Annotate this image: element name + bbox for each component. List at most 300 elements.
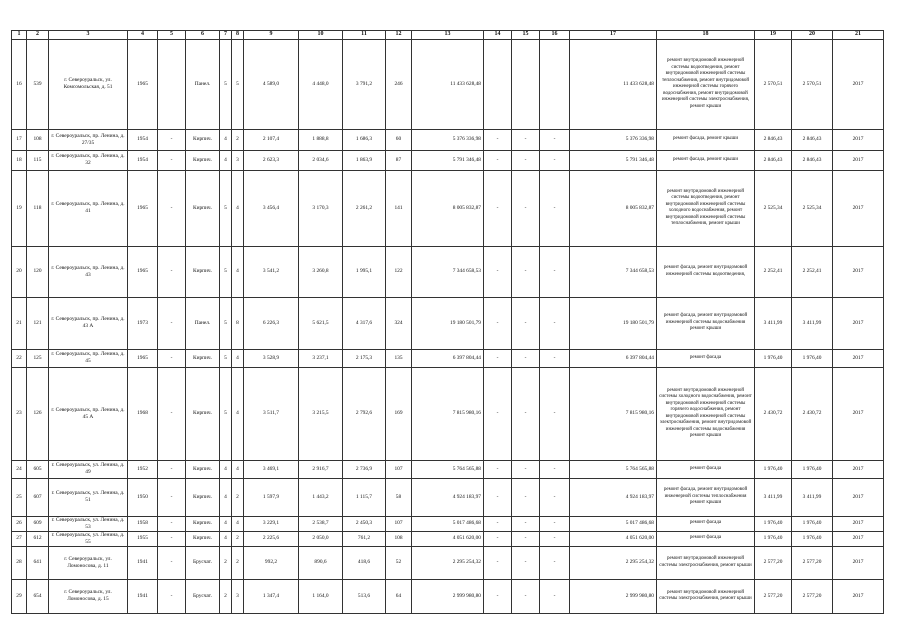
table-cell: 3 528,9 [244, 349, 299, 367]
table-cell: - [158, 516, 186, 531]
table-cell: 2017 [833, 129, 884, 150]
table-cell: г. Североуральск, ул. Ленина, д. 55 [49, 531, 128, 546]
table-cell: ремонт фасада [657, 516, 755, 531]
table-cell: 23 [12, 367, 27, 460]
table-cell: г. Североуральск, пр. Ленина, д. 43 [49, 246, 128, 297]
table-cell: 2 175,3 [343, 349, 386, 367]
table-cell: 2 107,4 [244, 129, 299, 150]
table-cell: ремонт фасада [657, 531, 755, 546]
table-cell: 19 [12, 170, 27, 246]
table-cell: 2 225,6 [244, 531, 299, 546]
table-cell: 4 924 183,97 [570, 478, 657, 516]
table-cell: 2 999 980,80 [570, 579, 657, 613]
table-cell: 22 [12, 349, 27, 367]
table-cell: г. Североуральск, пр. Ленина, д. 45 [49, 349, 128, 367]
table-cell: 5 376 336,98 [412, 129, 484, 150]
table-cell: г. Североуральск, ул. Ленина, д. 49 [49, 460, 128, 478]
column-number-header: 20 [792, 31, 833, 40]
table-cell: 4 [220, 531, 232, 546]
table-cell: 3 170,3 [299, 170, 343, 246]
table-cell: 2 577,20 [792, 579, 833, 613]
column-number-header: 21 [833, 31, 884, 40]
table-cell: 7 815 980,16 [412, 367, 484, 460]
table-cell: 3 411,99 [755, 297, 792, 349]
table-cell: - [540, 349, 570, 367]
table-cell: - [484, 349, 512, 367]
table-cell: 641 [27, 546, 49, 579]
table-cell: 3 411,99 [792, 297, 833, 349]
table-cell: 169 [386, 367, 412, 460]
table-cell: Кирпич. [186, 367, 220, 460]
table-cell: Брусчат. [186, 546, 220, 579]
column-number-header: 2 [27, 31, 49, 40]
table-cell: ремонт внутридомовой инженерной системы электроснабжения, ремонт крыши [657, 579, 755, 613]
table-cell: 1954 [128, 129, 158, 150]
table-cell: 4 [232, 246, 244, 297]
table-row [12, 478, 884, 516]
table-cell: 2 792,6 [343, 367, 386, 460]
table-cell: 1 863,9 [343, 150, 386, 170]
column-number-header: 5 [158, 31, 186, 40]
table-row [12, 246, 884, 297]
table-cell: 2 430,72 [792, 367, 833, 460]
table-cell: 5 791 346,48 [412, 150, 484, 170]
table-cell: 2017 [833, 546, 884, 579]
table-cell: ремонт фасада, ремонт внутридомовой инженерной системы теплоснабжения ремонт крыши [657, 478, 755, 516]
table-cell: - [540, 579, 570, 613]
table-cell: 2 570,51 [755, 39, 792, 129]
table-cell: 539 [27, 39, 49, 129]
table-cell: - [512, 516, 540, 531]
table-cell: 2017 [833, 478, 884, 516]
table-row [12, 170, 884, 246]
table-cell: 1 995,1 [343, 246, 386, 297]
table-row [12, 129, 884, 150]
table-cell: - [540, 546, 570, 579]
table-cell: 2 846,43 [792, 150, 833, 170]
table-cell: ремонт фасада, ремонт внутридомовой инженерной системы водоотведения, [657, 246, 755, 297]
table-cell: г. Североуральск, ул. Ленина, д. 53 [49, 516, 128, 531]
table-cell: 4 [232, 460, 244, 478]
table-cell: 26 [12, 516, 27, 531]
table-cell: 2 [232, 546, 244, 579]
table-cell: Кирпич. [186, 170, 220, 246]
column-number-header-row [12, 31, 884, 40]
table-cell: 1 115,7 [343, 478, 386, 516]
table-cell: - [512, 170, 540, 246]
column-number-header: 18 [657, 31, 755, 40]
table-cell: 8 [232, 297, 244, 349]
column-number-header: 14 [484, 31, 512, 40]
table-cell: 2 [220, 546, 232, 579]
table-cell: 2017 [833, 349, 884, 367]
table-cell: 27 [12, 531, 27, 546]
table-cell: 605 [27, 460, 49, 478]
table-cell: - [484, 460, 512, 478]
table-cell: 52 [386, 546, 412, 579]
table-cell: 16 [12, 39, 27, 129]
table-cell: - [512, 150, 540, 170]
table-cell: - [540, 170, 570, 246]
column-number-header: 9 [244, 31, 299, 40]
table-cell: г. Североуральск, пр. Ленина, д. 27/35 [49, 129, 128, 150]
table-cell: - [540, 150, 570, 170]
table-cell: 246 [386, 39, 412, 129]
table-cell: 1965 [128, 170, 158, 246]
column-number-header: 16 [540, 31, 570, 40]
table-cell: - [484, 170, 512, 246]
table-cell [158, 39, 186, 129]
table-cell: 1 976,40 [755, 460, 792, 478]
table-cell: 120 [27, 246, 49, 297]
table-cell: г. Североуральск, пр. Ленина, д. 32 [49, 150, 128, 170]
table-cell: Кирпич. [186, 129, 220, 150]
table-cell: 1 888,8 [299, 129, 343, 150]
table-row [12, 297, 884, 349]
table-cell: 1 976,40 [792, 531, 833, 546]
table-cell: 2017 [833, 246, 884, 297]
table-cell: ремонт внутридомовой инженерной системы холодного водоснабжения, ремонт внутридомовой инженерной системы горячего водоснабжения, ремонт внутридомовой инженерной системы электроснабжения, ремонт внутридомовой инженерной системы водоснабжения ремонт крыши [657, 367, 755, 460]
table-cell: 2 295 254,32 [570, 546, 657, 579]
table-cell: 107 [386, 460, 412, 478]
table-row [12, 531, 884, 546]
table-row [12, 367, 884, 460]
table-cell: ремонт фасада, ремонт крыши [657, 129, 755, 150]
table-cell: - [158, 349, 186, 367]
table-cell: 125 [27, 349, 49, 367]
table-cell: 3 [232, 150, 244, 170]
column-number-header: 15 [512, 31, 540, 40]
table-cell: 17 [12, 129, 27, 150]
table-cell: 2 577,20 [755, 546, 792, 579]
table-row [12, 150, 884, 170]
table-cell: 19 180 501,79 [570, 297, 657, 349]
table-cell: 7 344 658,53 [570, 246, 657, 297]
table-cell: 126 [27, 367, 49, 460]
table-cell: 2 252,41 [755, 246, 792, 297]
table-cell: 2017 [833, 150, 884, 170]
table-cell: - [484, 367, 512, 460]
table-cell: 2017 [833, 367, 884, 460]
table-cell: 4 051 620,00 [412, 531, 484, 546]
table-cell: ремонт внутридомовой инженерной системы водоотведения, ремонт внутридомовой инженерной системы холодного водоснабжения, ремонт внутридомовой инженерной системы теплоснабжения, ремонт крыши [657, 170, 755, 246]
table-cell: 1954 [128, 150, 158, 170]
table-cell: 4 [232, 516, 244, 531]
table-cell: ремонт фасада [657, 349, 755, 367]
table-cell: 115 [27, 150, 49, 170]
table-cell: 2 252,41 [792, 246, 833, 297]
table-cell: 2017 [833, 516, 884, 531]
table-cell: 60 [386, 129, 412, 150]
column-number-header: 1 [12, 31, 27, 40]
table-cell: - [158, 478, 186, 516]
table-cell: 2 999 980,80 [412, 579, 484, 613]
column-number-header: 7 [220, 31, 232, 40]
table-cell: 5 621,5 [299, 297, 343, 349]
table-cell: 24 [12, 460, 27, 478]
table-cell: 1950 [128, 478, 158, 516]
column-number-header: 11 [343, 31, 386, 40]
table-cell: 1 686,3 [343, 129, 386, 150]
register-table-container [11, 30, 883, 614]
table-cell: 2017 [833, 170, 884, 246]
table-cell: 5 764 565,88 [412, 460, 484, 478]
table-cell: 2 916,7 [299, 460, 343, 478]
table-cell: 3 411,99 [755, 478, 792, 516]
column-number-header: 10 [299, 31, 343, 40]
table-cell: 28 [12, 546, 27, 579]
table-cell: 1 976,40 [792, 349, 833, 367]
table-cell: 1 976,40 [792, 460, 833, 478]
table-cell: 3 791,2 [343, 39, 386, 129]
table-cell: 108 [386, 531, 412, 546]
table-cell: 4 [220, 150, 232, 170]
table-cell: 5 791 346,48 [570, 150, 657, 170]
table-cell: 2 [220, 579, 232, 613]
table-cell: - [484, 546, 512, 579]
table-cell: 2 570,51 [792, 39, 833, 129]
table-cell: 3 237,1 [299, 349, 343, 367]
table-cell: - [484, 579, 512, 613]
table-cell: 2 736,9 [343, 460, 386, 478]
table-cell: 2 577,20 [755, 579, 792, 613]
table-cell: 654 [27, 579, 49, 613]
table-cell: - [540, 367, 570, 460]
table-cell: 3 260,8 [299, 246, 343, 297]
column-number-header: 3 [49, 31, 128, 40]
table-cell [484, 39, 512, 129]
table-cell: 2 525,34 [792, 170, 833, 246]
column-number-header: 19 [755, 31, 792, 40]
table-cell: ремонт фасада [657, 460, 755, 478]
table-row [12, 579, 884, 613]
table-cell: Кирпич. [186, 478, 220, 516]
table-cell: 2 577,20 [792, 546, 833, 579]
table-cell: - [158, 297, 186, 349]
table-cell: 2 034,6 [299, 150, 343, 170]
table-cell: - [512, 349, 540, 367]
table-cell: Кирпич. [186, 150, 220, 170]
table-cell: - [484, 516, 512, 531]
table-cell: 607 [27, 478, 49, 516]
table-row [12, 349, 884, 367]
table-cell: 2 538,7 [299, 516, 343, 531]
table-cell: 324 [386, 297, 412, 349]
table-cell: 761,2 [343, 531, 386, 546]
table-cell: 8 005 832,87 [412, 170, 484, 246]
table-cell: 1965 [128, 39, 158, 129]
table-cell: Кирпич. [186, 349, 220, 367]
table-cell: Брусчат. [186, 579, 220, 613]
table-cell: - [512, 546, 540, 579]
table-cell: 4 [220, 129, 232, 150]
table-cell: 890,6 [299, 546, 343, 579]
table-cell: 2 846,43 [755, 150, 792, 170]
table-cell: 4 [220, 460, 232, 478]
table-cell: - [540, 460, 570, 478]
table-cell: 5 376 336,98 [570, 129, 657, 150]
table-cell: 2 525,34 [755, 170, 792, 246]
table-cell: 64 [386, 579, 412, 613]
table-cell: Кирпич. [186, 531, 220, 546]
column-number-header: 17 [570, 31, 657, 40]
table-cell: 29 [12, 579, 27, 613]
table-cell: - [484, 246, 512, 297]
table-cell: - [512, 297, 540, 349]
table-cell: 141 [386, 170, 412, 246]
table-cell: 20 [12, 246, 27, 297]
table-cell: 3 511,7 [244, 367, 299, 460]
table-cell: 5 [220, 39, 232, 129]
table-cell: 118 [27, 170, 49, 246]
table-cell: 1965 [128, 349, 158, 367]
table-cell: 4 [232, 349, 244, 367]
table-cell: 135 [386, 349, 412, 367]
table-cell: - [158, 150, 186, 170]
table-cell: 2017 [833, 39, 884, 129]
table-cell: - [512, 478, 540, 516]
table-cell: - [484, 150, 512, 170]
table-row [12, 516, 884, 531]
table-cell: Кирпич. [186, 516, 220, 531]
table-cell: 2 [232, 129, 244, 150]
table-cell: - [540, 297, 570, 349]
table-cell: г. Североуральск, ул. Ленина, д. 51 [49, 478, 128, 516]
table-cell: - [158, 531, 186, 546]
table-cell: - [512, 460, 540, 478]
table-cell: 5 [220, 297, 232, 349]
table-cell: 2 430,72 [755, 367, 792, 460]
table-cell: 5 [220, 170, 232, 246]
table-cell: 2 050,0 [299, 531, 343, 546]
table-cell: 87 [386, 150, 412, 170]
column-number-header: 13 [412, 31, 484, 40]
table-cell: - [158, 460, 186, 478]
table-cell: 2 450,3 [343, 516, 386, 531]
table-cell: 18 [12, 150, 27, 170]
table-cell: 2 [232, 478, 244, 516]
table-cell: - [158, 170, 186, 246]
table-cell: 1 976,40 [755, 349, 792, 367]
table-row [12, 546, 884, 579]
table-cell: ремонт внутридомовой инженерной системы водоотведения, ремонт внутридомовой инженерной системы теплоснабжения, ремонт внутридомовой инженерной системы горячего водоснабжения, ремонт внутридомовой инженерной системы электроснабжения, ремонт крыши [657, 39, 755, 129]
table-cell: Кирпич. [186, 246, 220, 297]
table-cell: - [484, 531, 512, 546]
table-cell: 513,6 [343, 579, 386, 613]
table-cell: 25 [12, 478, 27, 516]
table-cell: - [540, 129, 570, 150]
table-cell: 4 448,0 [299, 39, 343, 129]
table-cell: 4 [220, 516, 232, 531]
table-cell: - [484, 129, 512, 150]
table-cell: 4 051 620,00 [570, 531, 657, 546]
table-cell: 3 456,4 [244, 170, 299, 246]
table-cell: ремонт фасада, ремонт крыши [657, 150, 755, 170]
table-cell: 8 005 832,87 [570, 170, 657, 246]
table-cell: 4 589,0 [244, 39, 299, 129]
table-cell: 1955 [128, 531, 158, 546]
table-cell: 11 433 628,48 [412, 39, 484, 129]
table-cell: 1 597,9 [244, 478, 299, 516]
table-cell: 418,6 [343, 546, 386, 579]
table-cell: - [512, 129, 540, 150]
table-cell: 1 976,40 [755, 516, 792, 531]
table-cell: - [512, 246, 540, 297]
table-cell: 4 317,6 [343, 297, 386, 349]
table-cell: 5 [220, 349, 232, 367]
table-cell: - [484, 478, 512, 516]
table-cell: 1941 [128, 579, 158, 613]
table-cell: - [512, 531, 540, 546]
table-cell: - [540, 246, 570, 297]
table-cell: 4 [232, 170, 244, 246]
table-cell: 1973 [128, 297, 158, 349]
table-cell: 612 [27, 531, 49, 546]
table-cell: - [540, 478, 570, 516]
table-cell: 1965 [128, 246, 158, 297]
table-cell: ремонт фасада, ремонт внутридомовой инженерной системы водоснабжения ремонт крыши [657, 297, 755, 349]
table-cell: 1952 [128, 460, 158, 478]
table-cell: 1 443,2 [299, 478, 343, 516]
table-cell: - [540, 516, 570, 531]
table-cell: 3 411,99 [792, 478, 833, 516]
table-cell: 1958 [128, 516, 158, 531]
table-row [12, 460, 884, 478]
table-cell: 2 261,2 [343, 170, 386, 246]
table-cell: 992,2 [244, 546, 299, 579]
table-cell: 7 344 658,53 [412, 246, 484, 297]
column-number-header: 4 [128, 31, 158, 40]
table-cell: 5 017 486,68 [412, 516, 484, 531]
table-cell: 2017 [833, 579, 884, 613]
table-cell: 6 226,3 [244, 297, 299, 349]
table-cell: 2017 [833, 460, 884, 478]
table-cell: - [540, 531, 570, 546]
table-cell: 1 976,40 [792, 516, 833, 531]
table-cell: 7 815 980,16 [570, 367, 657, 460]
table-cell: - [484, 297, 512, 349]
column-number-header: 12 [386, 31, 412, 40]
table-cell: 1 976,40 [755, 531, 792, 546]
table-cell: г. Североуральск, ул. Ломоносова, д. 15 [49, 579, 128, 613]
table-cell: 19 180 501,79 [412, 297, 484, 349]
table-cell: 3 229,1 [244, 516, 299, 531]
table-cell: 5 [220, 246, 232, 297]
table-cell: 4 [220, 478, 232, 516]
table-cell: 1 347,4 [244, 579, 299, 613]
table-cell: Панел. [186, 39, 220, 129]
table-cell: 609 [27, 516, 49, 531]
table-cell: 2017 [833, 297, 884, 349]
table-cell: 5 [232, 39, 244, 129]
table-cell: 6 397 804,44 [570, 349, 657, 367]
table-cell: 2017 [833, 531, 884, 546]
table-cell: 2 295 254,32 [412, 546, 484, 579]
table-cell: 2 846,43 [792, 129, 833, 150]
table-cell: 1968 [128, 367, 158, 460]
table-cell [512, 39, 540, 129]
table-row [12, 39, 884, 129]
table-cell: - [158, 367, 186, 460]
table-cell: 3 215,5 [299, 367, 343, 460]
table-cell: 2 846,43 [755, 129, 792, 150]
table-cell: 5 017 486,68 [570, 516, 657, 531]
table-cell [540, 39, 570, 129]
table-cell: 4 924 183,97 [412, 478, 484, 516]
table-cell: 1941 [128, 546, 158, 579]
table-cell: г. Североуральск, ул. Комсомольская, д. 51 [49, 39, 128, 129]
table-cell: г. Североуральск, пр. Ленина, д. 43 А [49, 297, 128, 349]
